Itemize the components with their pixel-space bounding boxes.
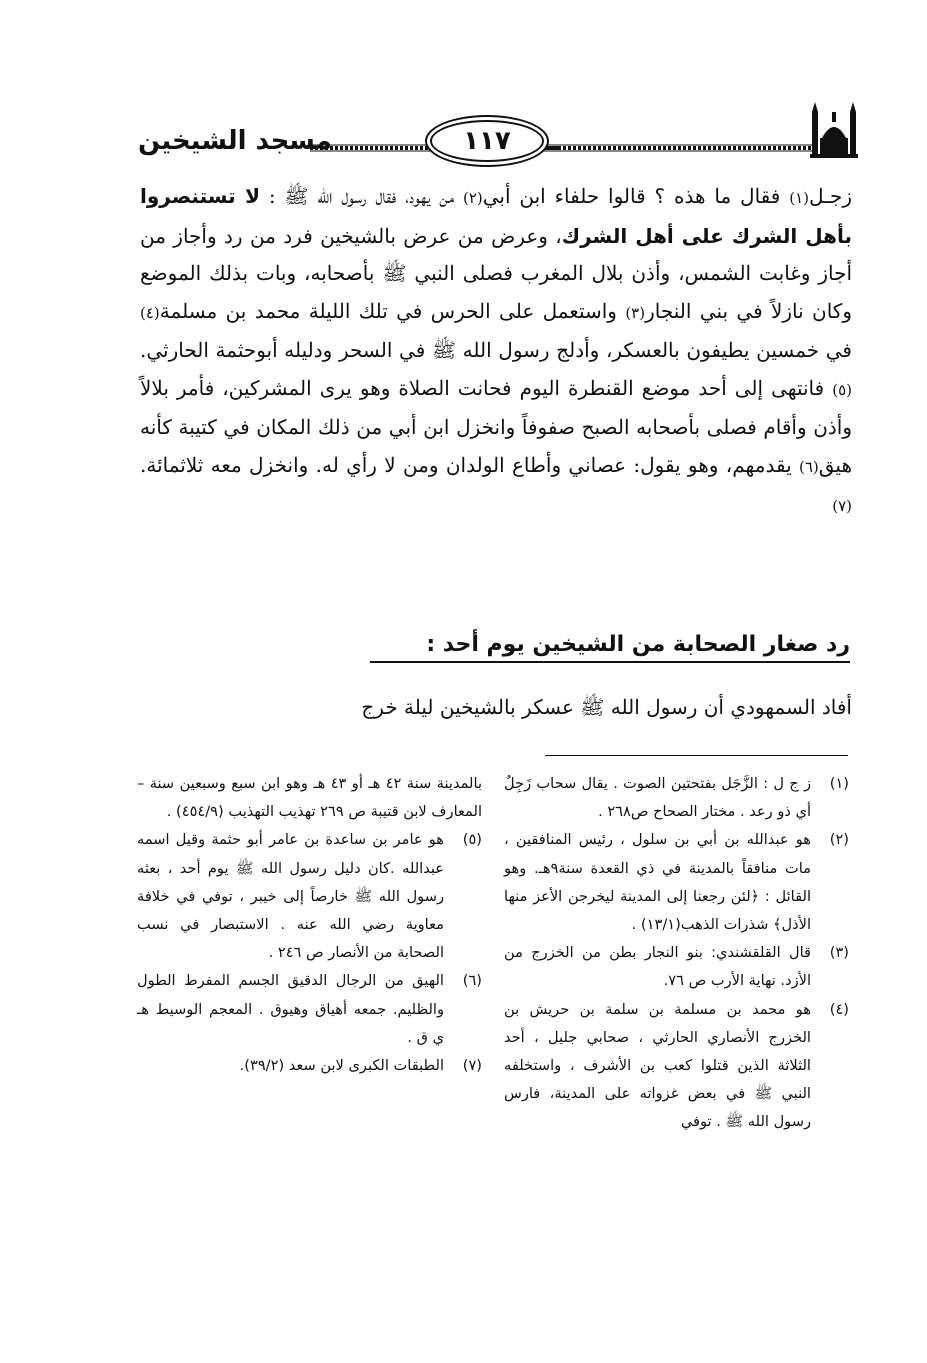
- chain-ornament-right: [518, 144, 813, 152]
- text-run: من يهود، فقال رسول الله ﷺ :: [259, 184, 463, 208]
- footnote-ref[interactable]: (٣): [625, 303, 646, 322]
- footnote-item: [137, 826, 482, 967]
- section-heading: [370, 632, 850, 663]
- footnote-number: (٤): [829, 1000, 849, 1018]
- footnote-item: [137, 967, 482, 1052]
- section-body: أفاد السمهودي أن رسول الله ﷺ عسكر بالشيخين ليلة خرج: [361, 695, 852, 719]
- footnote-text: الطبقات الكبرى لابن سعد (٣٩/٢).: [239, 1057, 444, 1075]
- footnote-ref[interactable]: (٦): [798, 457, 819, 476]
- footnote-item: [504, 826, 849, 939]
- text-run: يقدمهم، وهو يقول: عصاني وأطاع الولدان ومن لا رأي له. وانخزل معه ثلاثمائة.: [140, 452, 799, 477]
- footnote-text: قال القلقشندي: بنو النجار بطن من الخزرج من الأزد. نهاية الأرب ص ٧٦.: [504, 944, 811, 990]
- text-run: ، وعرض من عرض بالشيخين فرد من رد وأجاز من أجاز وغابت الشمس، وأذن بلال المغرب فصلى النبي ﷺ بأصحابه، وبات بذلك الموضع وكان نازلاً في بني النجار: [140, 223, 852, 323]
- footnote-number: (٥): [462, 831, 482, 849]
- footnote-divider: [545, 755, 848, 756]
- footnote-text: ز ج ل : الزَّجَل بفتحتين الصوت . يقال سحاب زَجِلٌ أي ذو رعد . مختار الصحاح ص٢٦٨ .: [504, 775, 811, 821]
- text-run: زجـل: [809, 184, 853, 208]
- page-header: [130, 98, 852, 160]
- footnote-text: هو عبدالله بن أبي بن سلول ، رئيس المنافقين ، مات منافقاً بالمدينة في ذي القعدة سنة٩هـ. وهو القائل : ﴿لئن رجعنا إلى المدينة ليخرجن الأعز منها الأذل﴾ شذرات الذهب(١٣/١) .: [504, 831, 811, 934]
- footnote-continuation: بالمدينة سنة ٤٢ هـ أو ٤٣ هـ وهو ابن سبع وسبعين سنة – المعارف لابن قتيبة ص ٢٦٩ تهذيب التهذيب (٤٥٤/٩) .: [137, 775, 483, 821]
- footnote-number: (٦): [462, 972, 482, 990]
- footnote-text: هو محمد بن مسلمة بن سلمة بن حريش بن الخزرج الأنصاري الحارثي ، صحابي جليل ، أحد الثلاثة الذين قتلوا كعب بن الأشرف ، واستخلفه النبي ﷺ في بعض غزواته على المدينة، فارس رسول الله ﷺ . توفي: [504, 1000, 811, 1131]
- text-run: واستعمل على الحرس في تلك الليلة محمد بن مسلمة: [159, 298, 626, 323]
- footnote-number: (٢): [829, 831, 849, 849]
- section-heading-text: رد صغار الصحابة من الشيخين يوم أحد :: [426, 632, 850, 657]
- footnote-ref[interactable]: (٢): [462, 189, 483, 207]
- text-run: فقال ما هذه ؟ قالوا حلفاء ابن أبي: [482, 184, 790, 208]
- footnote-number: (٧): [462, 1057, 482, 1075]
- text-run: في خمسين يطيفون بالعسكر، وأدلج رسول الله ﷺ في السحر ودليله أبوحثمة الحارثي.: [140, 338, 852, 362]
- footnote-item: [504, 939, 849, 995]
- page-title: مسجد الشيخين: [138, 126, 332, 156]
- footnotes-right-column: [504, 770, 849, 1137]
- footnote-ref[interactable]: (٥): [832, 380, 852, 399]
- hadith-quote: لا تستنصروا بأهل الشرك على أهل الشرك: [140, 184, 852, 248]
- footnote-ref[interactable]: (٤): [140, 303, 160, 322]
- footnote-text: الهيق من الرجال الدقيق الجسم المفرط الطول والظليم. جمعه أهياق وهيوق . المعجم الوسيط هـ ي ق .: [137, 972, 444, 1046]
- footnote-ref[interactable]: (١): [789, 189, 809, 207]
- text-run: فانتهى إلى أحد موضع القنطرة اليوم فحانت الصلاة وهو يرى المشركين، فأمر بلالاً وأذن وأقام فصلى بأصحابه الصبح صفوفاً وانخزل ابن أبي من ذلك المكان في كتيبة كأنه هيق: [140, 375, 852, 477]
- footnote-item: [504, 770, 849, 826]
- main-paragraph: [140, 178, 852, 526]
- footnote-number: (١): [829, 775, 849, 792]
- footnote-ref[interactable]: (٧): [832, 497, 852, 515]
- footnote-number: (٣): [829, 944, 849, 962]
- footnote-item: [137, 1052, 482, 1080]
- footnote-item: [504, 996, 849, 1137]
- footnote-text: هو عامر بن ساعدة بن عامر أبو حثمة وقيل اسمه عبدالله .كان دليل رسول الله ﷺ يوم أحد ، بعثه رسول الله ﷺ خارصاً إلى خيبر ، توفي في خلافة معاوية رضي الله عنه . الاستبصار في نسب الصحابة من الأنصار ص ٢٤٦ .: [137, 831, 444, 962]
- page-number: ١١٧: [430, 120, 544, 162]
- mosque-icon: [810, 98, 858, 158]
- footnotes-left-column: [137, 770, 482, 1080]
